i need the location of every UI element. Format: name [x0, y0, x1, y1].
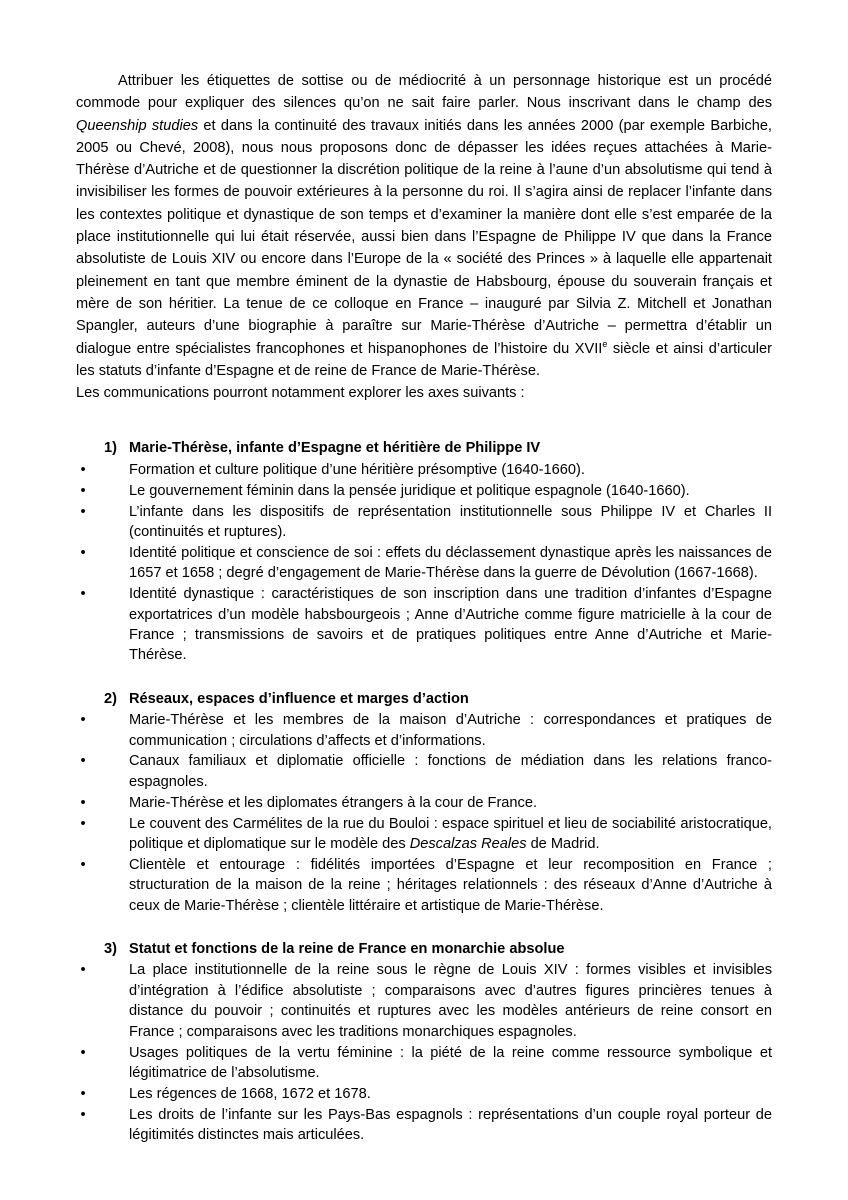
list-item-text: Identité dynastique : caractéristiques de son inscription dans une tradition d’infantes d’Espagne exportatrices d’un modèle habsbourgeois ; Anne d’Autriche comme figure matricielle à la cour de France ; transmissions de savoirs et de pratiques politiques entre Anne d’Autriche et Marie-Thérèse.	[129, 586, 772, 664]
section-heading	[76, 437, 772, 459]
intro-text-2: et dans la continuité des travaux initiés dans les années 2000 (par exemple Barbiche, 2005 ou Chevé, 2008), nous nous proposons donc de dépasser les idées reçues attachées à Marie-Thérèse d’Autriche et de questionner la discrétion politique de la reine à l’aune d’un absolutisme qui tend à invisibiliser les formes de pouvoir extérieures à la personne du roi. Il s’agira ainsi de replacer l’infante dans les contextes politique et dynastique de son temps et d’examiner la manière dont elle s’est emparée de la place institutionnelle qui lui était réservée, aussi bien dans l’Espagne de Philippe IV que dans la France absolutiste de Louis XIV ou encore dans l’Europe de la « société des Princes » à laquelle elle appartenait pleinement en tant que membre éminent de la dynastie de Habsbourg, épouse du souverain français et mère de son héritier. La tenue de ce colloque en France – inauguré par Silvia Z. Mitchell et Jonathan Spangler, auteurs d’une biographie à paraître sur Marie-Thérèse d’Autriche – permettra d’établir un dialogue entre spécialistes francophones et hispanophones de l’histoire du XVII	[76, 117, 772, 357]
list-item-text: Le couvent des Carmélites de la rue du Bouloi : espace spirituel et lieu de sociabilité aristocratique, politique et diplomatique sur le modèle des	[129, 815, 772, 853]
bullet-icon: •	[80, 482, 86, 499]
list-item-text: Canaux familiaux et diplomatie officielle : fonctions de médiation dans les relations franco-espagnoles.	[129, 753, 772, 790]
section-title: Réseaux, espaces d’influence et marges d’action	[129, 690, 469, 707]
list-item	[76, 543, 772, 584]
bullet-icon: •	[80, 815, 86, 832]
intro-italic-queenship: Queenship studies	[76, 117, 199, 134]
list-item	[76, 710, 772, 751]
list-item	[76, 584, 772, 666]
bullet-icon: •	[80, 503, 86, 520]
section-title: Statut et fonctions de la reine de France en monarchie absolue	[129, 941, 565, 958]
list-item	[76, 460, 772, 480]
list-item-text: Marie-Thérèse et les diplomates étrangers à la cour de France.	[129, 794, 538, 811]
list-item	[76, 1105, 772, 1146]
intro-superscript: e	[602, 338, 608, 349]
bullet-icon: •	[80, 586, 86, 603]
section-number: 1)	[104, 440, 117, 457]
section-number: 2)	[104, 690, 117, 707]
intro-text-1: Attribuer les étiquettes de sottise ou de médiocrité à un personnage historique est un procédé commode pour expliquer des silences qu’on ne sait faire parler. Nous inscrivant dans le champ des	[76, 73, 772, 112]
list-item	[76, 855, 772, 916]
bullet-icon: •	[80, 962, 86, 979]
bullet-icon: •	[80, 461, 86, 478]
section-heading	[76, 688, 772, 710]
list-item-text: Clientèle et entourage : fidélités importées d’Espagne et leur recomposition en France ; structuration de la maison de la reine ; héritages relationnels : des réseaux d’Anne d’Autriche à ceux de Marie-Thérèse ; clientèle littéraire et artistique de Marie-Thérèse.	[129, 856, 772, 914]
section-heading	[76, 938, 772, 960]
list-item	[76, 751, 772, 792]
list-item-text: Identité politique et conscience de soi : effets du déclassement dynastique après les naissances de 1657 et 1658 ; degré d’engagement de Marie-Thérèse dans la guerre de Dévolution (1667-1668).	[129, 544, 772, 582]
bullet-icon: •	[80, 712, 86, 729]
bullet-icon: •	[80, 544, 86, 561]
list-item-text: Les régences de 1668, 1672 et 1678.	[129, 1085, 371, 1102]
axes-lead: Les communications pourront notamment explorer les axes suivants :	[76, 385, 525, 402]
section-number: 3)	[104, 941, 117, 958]
section-title: Marie-Thérèse, infante d’Espagne et héritière de Philippe IV	[129, 440, 541, 457]
list-item-text: Usages politiques de la vertu féminine : la piété de la reine comme ressource symbolique et légitimatrice de l’absolutisme.	[129, 1044, 772, 1081]
list-item-text: Formation et culture politique d’une héritière présomptive (1640-1660).	[129, 461, 585, 478]
bullet-icon: •	[80, 1044, 86, 1061]
section-1	[76, 437, 772, 665]
bullet-icon: •	[80, 753, 86, 770]
bullet-icon: •	[80, 1106, 86, 1123]
list-item	[76, 1043, 772, 1084]
intro-text-3: siècle et ainsi d’articuler les statuts d’infante d’Espagne et de reine de France de Marie-Thérèse.	[76, 340, 772, 379]
bullet-icon: •	[80, 794, 86, 811]
list-item	[76, 1084, 772, 1104]
list-item	[76, 502, 772, 543]
list-item-text: Les droits de l’infante sur les Pays-Bas espagnols : représentations d’un couple royal porteur de légitimités distinctes mais articulées.	[129, 1106, 772, 1144]
list-item-text: Le gouvernement féminin dans la pensée juridique et politique espagnole (1640-1660).	[129, 482, 690, 499]
list-item-text: Marie-Thérèse et les membres de la maison d’Autriche : correspondances et pratiques de communication ; circulations d’affects et d’informations.	[129, 712, 772, 749]
italic-descalzas-reales: Descalzas Reales	[409, 836, 527, 853]
intro-paragraph	[76, 70, 772, 382]
section-2	[76, 688, 772, 916]
list-item	[76, 481, 772, 501]
section-3	[76, 938, 772, 1145]
list-item	[76, 814, 772, 855]
bullet-list	[76, 460, 772, 666]
list-item	[76, 793, 772, 813]
list-item-text: La place institutionnelle de la reine sous le règne de Louis XIV : formes visibles et invisibles d’intégration à l’édifice absolutiste ; comparaisons avec d’autres figures princières tenues à distance du pouvoir ; continuités et ruptures avec les modèles antérieurs de reine consort en France ; comparaisons avec les traditions monarchiques espagnoles.	[129, 962, 772, 1040]
bullet-list	[76, 960, 772, 1145]
bullet-icon: •	[80, 1085, 86, 1102]
list-item-text: L’infante dans les dispositifs de représentation institutionnelle sous Philippe IV et Charles II (continuités et ruptures).	[129, 503, 772, 540]
list-item-text-end: de Madrid.	[526, 836, 600, 853]
bullet-icon: •	[80, 856, 86, 873]
list-item	[76, 960, 772, 1042]
bullet-list	[76, 710, 772, 916]
